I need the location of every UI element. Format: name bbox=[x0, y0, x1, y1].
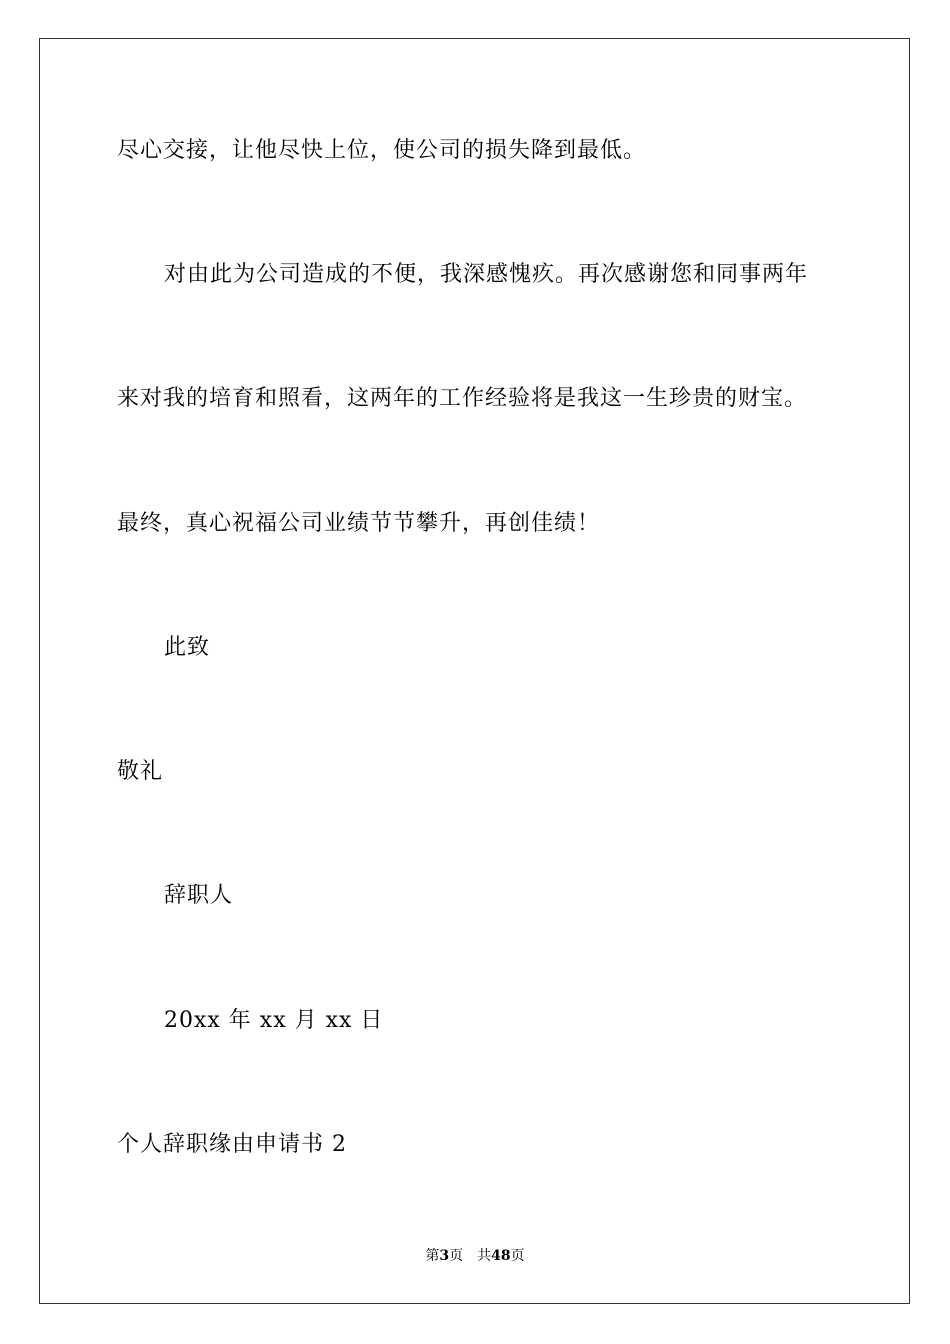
salutation-line: 此致 bbox=[164, 635, 211, 660]
paragraph-line: 尽心交接，让他尽快上位，使公司的损失降到最低。 bbox=[117, 138, 647, 163]
page-footer bbox=[0, 1246, 950, 1266]
signature-line: 辞职人 bbox=[164, 883, 234, 908]
salutation-line: 敬礼 bbox=[117, 759, 164, 784]
paragraph-line: 来对我的培育和照看，这两年的工作经验将是我这一生珍贵的财宝。 bbox=[117, 386, 808, 411]
paragraph-line: 对由此为公司造成的不便，我深感愧疚。再次感谢您和同事两年 bbox=[164, 262, 809, 287]
footer-page-suffix: 页 bbox=[449, 1248, 464, 1264]
footer-total-pages: 48 bbox=[491, 1248, 511, 1264]
date-line: 20xx 年 xx 月 xx 日 bbox=[164, 1008, 384, 1033]
footer-page-prefix: 第 bbox=[425, 1248, 440, 1264]
footer-page-number: 3 bbox=[439, 1248, 450, 1264]
paragraph-line: 最终，真心祝福公司业绩节节攀升，再创佳绩！ bbox=[117, 511, 601, 536]
footer-total-prefix: 共 bbox=[477, 1248, 492, 1264]
page-border bbox=[39, 38, 910, 1304]
section-title: 个人辞职缘由申请书 2 bbox=[117, 1132, 347, 1157]
footer-total-suffix: 页 bbox=[510, 1248, 525, 1264]
